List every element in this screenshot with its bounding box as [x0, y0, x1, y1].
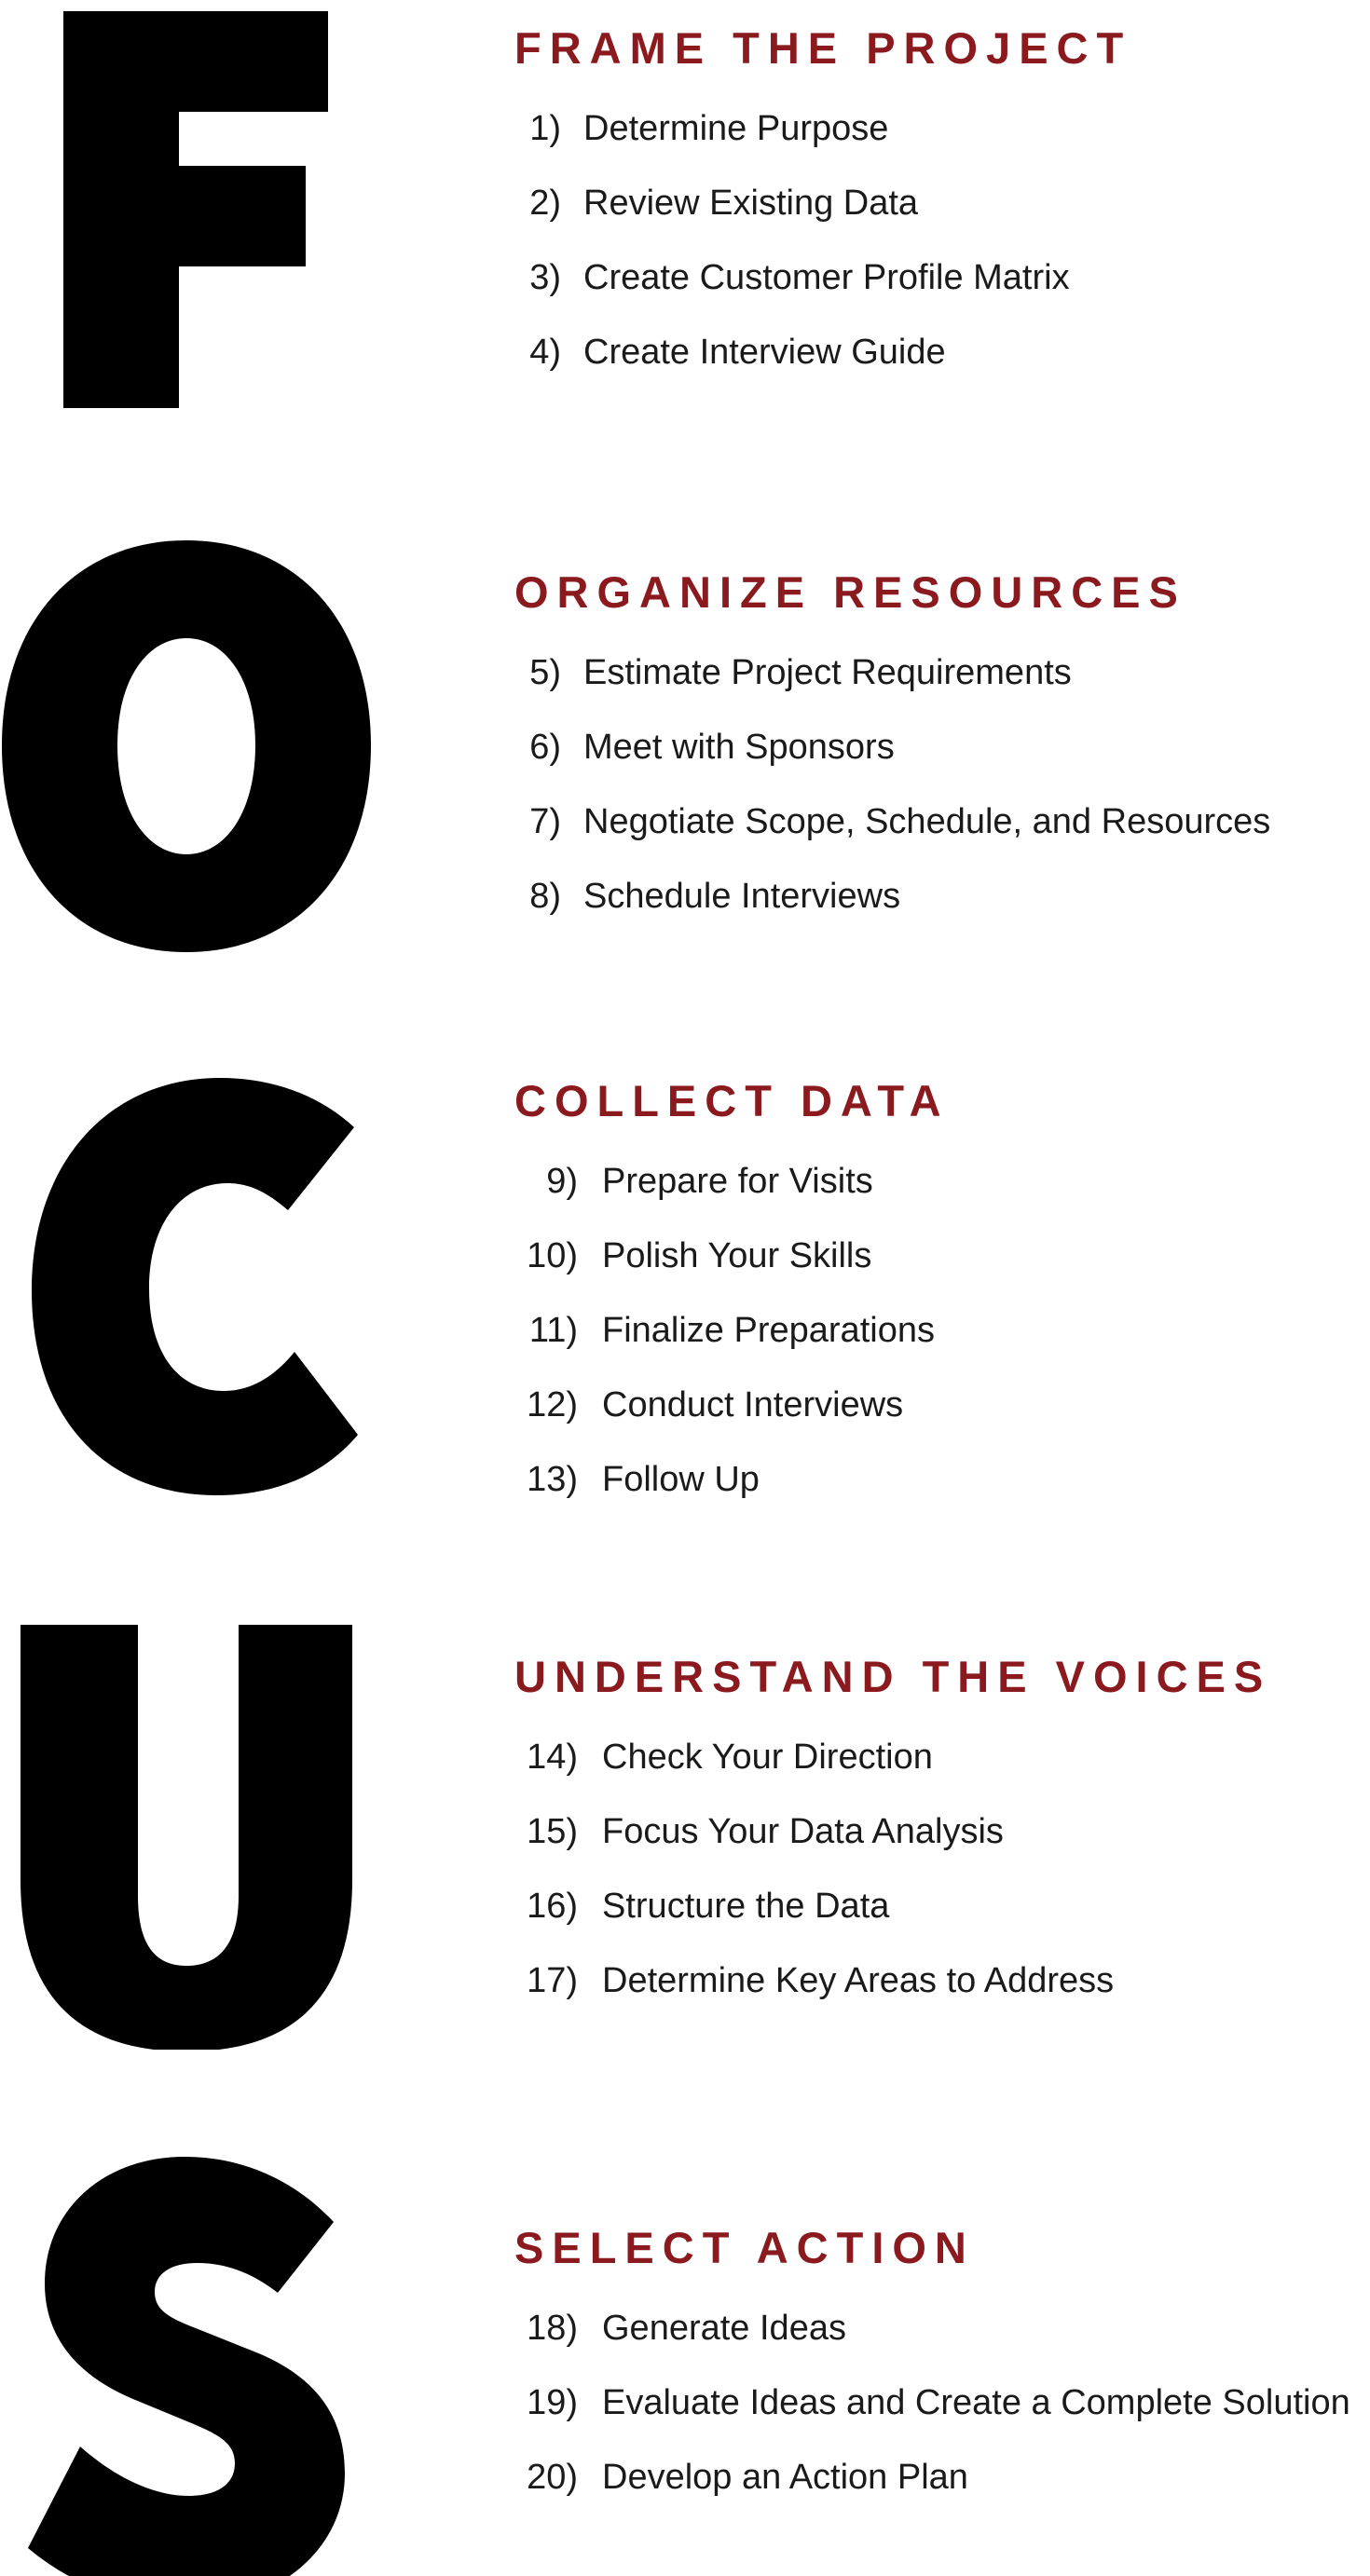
section-understand-the-voices — [514, 1652, 1363, 2018]
step-item — [514, 710, 1363, 784]
step-label: Check Your Direction — [602, 1737, 933, 1777]
step-number: 2) — [529, 183, 561, 223]
step-label: Focus Your Data Analysis — [602, 1811, 1004, 1851]
step-number: 17) — [527, 1960, 578, 2000]
step-item — [514, 2365, 1363, 2440]
step-item — [514, 2440, 1363, 2515]
section-title: COLLECT DATA — [514, 1076, 950, 1125]
step-number: 18) — [527, 2308, 578, 2348]
step-label: Follow Up — [602, 1459, 760, 1499]
section-title: ORGANIZE RESOURCES — [514, 567, 1186, 617]
step-label: Develop an Action Plan — [602, 2457, 968, 2497]
step-label: Meet with Sponsors — [583, 727, 895, 767]
step-label: Evaluate Ideas and Create a Complete Solution — [602, 2382, 1350, 2422]
step-list — [514, 1720, 1363, 2018]
step-number: 15) — [527, 1811, 578, 1851]
big-letter-o — [0, 536, 373, 964]
step-label: Estimate Project Requirements — [583, 652, 1072, 692]
step-label: Structure the Data — [602, 1886, 890, 1926]
step-list — [514, 1144, 1363, 1517]
step-number: 7) — [529, 801, 561, 841]
step-item — [514, 859, 1363, 934]
step-item — [514, 166, 1363, 240]
section-organize-resources — [514, 567, 1363, 934]
step-item — [514, 315, 1363, 389]
big-letter-f — [0, 0, 373, 429]
step-label: Create Interview Guide — [583, 332, 946, 372]
step-number: 19) — [527, 2382, 578, 2422]
step-item — [514, 1442, 1363, 1517]
section-title: FRAME THE PROJECT — [514, 23, 1132, 73]
section-title: SELECT ACTION — [514, 2223, 975, 2272]
section-select-action — [514, 2223, 1363, 2515]
step-label: Review Existing Data — [583, 183, 919, 223]
big-letter-s — [0, 2147, 373, 2576]
step-number: 6) — [529, 727, 561, 767]
step-number: 20) — [527, 2457, 578, 2497]
step-item — [514, 1943, 1363, 2018]
step-number: 11) — [528, 1310, 578, 1350]
big-letter-c — [0, 1076, 373, 1505]
step-item — [514, 1869, 1363, 1943]
step-label: Schedule Interviews — [583, 876, 901, 916]
step-label: Determine Purpose — [583, 108, 889, 148]
step-number: 10) — [527, 1235, 578, 1275]
step-number: 13) — [527, 1459, 578, 1499]
step-item — [514, 635, 1363, 710]
step-number: 16) — [527, 1886, 578, 1926]
step-list — [514, 635, 1363, 934]
step-number: 3) — [529, 257, 561, 297]
step-number: 12) — [527, 1384, 578, 1424]
step-label: Finalize Preparations — [602, 1310, 935, 1350]
step-label: Negotiate Scope, Schedule, and Resources — [583, 801, 1271, 841]
step-number: 14) — [527, 1737, 578, 1777]
step-item — [514, 1219, 1363, 1293]
step-number: 9) — [546, 1161, 578, 1201]
step-item — [514, 1794, 1363, 1869]
step-item — [514, 2291, 1363, 2365]
section-collect-data — [514, 1076, 1363, 1517]
step-list — [514, 2291, 1363, 2515]
section-title: UNDERSTAND THE VOICES — [514, 1652, 1272, 1701]
step-item — [514, 1720, 1363, 1794]
step-label: Determine Key Areas to Address — [602, 1960, 1115, 2000]
step-list — [514, 91, 1363, 389]
step-label: Conduct Interviews — [602, 1384, 904, 1424]
step-number: 5) — [529, 652, 561, 692]
step-label: Polish Your Skills — [602, 1235, 872, 1275]
step-number: 1) — [529, 108, 561, 148]
step-item — [514, 1144, 1363, 1219]
step-item — [514, 784, 1363, 859]
big-letter-u — [0, 1621, 373, 2050]
section-frame-the-project — [514, 23, 1363, 389]
step-item — [514, 1293, 1363, 1368]
step-label: Prepare for Visits — [602, 1161, 873, 1201]
step-number: 8) — [529, 876, 561, 916]
step-label: Generate Ideas — [602, 2308, 846, 2348]
step-item — [514, 1368, 1363, 1442]
step-item — [514, 240, 1363, 315]
step-label: Create Customer Profile Matrix — [583, 257, 1070, 297]
step-item — [514, 91, 1363, 166]
step-number: 4) — [529, 332, 561, 372]
